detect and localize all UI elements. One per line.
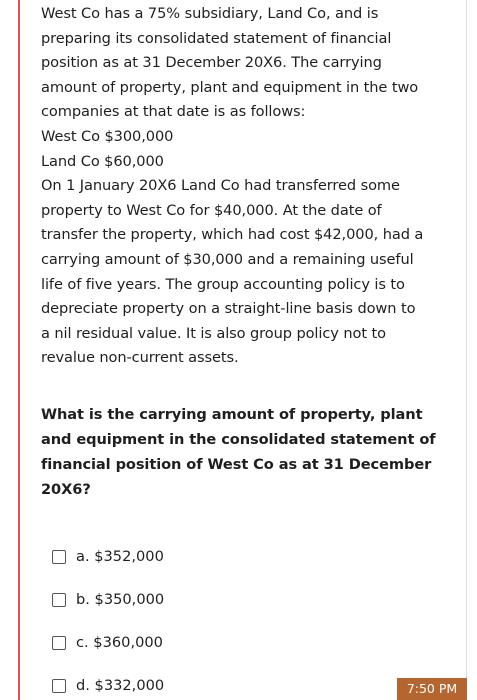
card-right-divider: [466, 0, 467, 700]
prompt-line: 20X6?: [41, 481, 91, 498]
option-d[interactable]: [52, 664, 412, 700]
question-line: revalue non-current assets.: [41, 349, 239, 367]
option-b-label: b. $350,000: [76, 591, 165, 608]
question-prompt: [41, 402, 441, 502]
question-line: carrying amount of $30,000 and a remaining useful: [41, 250, 414, 268]
question-line: preparing its consolidated statement of financial: [41, 29, 392, 47]
question-line: On 1 January 20X6 Land Co had transferred some: [41, 177, 400, 195]
question-line: position as at 31 December 20X6. The carrying: [41, 54, 382, 72]
question-line: Land Co $60,000: [41, 152, 164, 170]
question-line: a nil residual value. It is also group policy not to: [41, 324, 386, 342]
answer-options: [52, 535, 412, 700]
question-line: amount of property, plant and equipment in the two: [41, 78, 419, 96]
option-d-checkbox[interactable]: [52, 679, 66, 693]
question-line: property to West Co for $40,000. At the date of: [41, 201, 382, 219]
option-c-checkbox[interactable]: [52, 636, 66, 650]
option-b-checkbox[interactable]: [52, 593, 66, 607]
question-line: West Co $300,000: [41, 127, 174, 145]
clock-time: 7:50 PM: [397, 678, 467, 700]
option-b[interactable]: [52, 578, 412, 621]
question-line: depreciate property on a straight-line basis down to: [41, 300, 416, 318]
option-d-label: d. $332,000: [76, 677, 165, 694]
prompt-line: and equipment in the consolidated statement of: [41, 431, 436, 448]
option-c[interactable]: [52, 621, 412, 664]
question-line: companies at that date is as follows:: [41, 103, 306, 121]
option-c-label: c. $360,000: [76, 634, 163, 651]
option-a[interactable]: [52, 535, 412, 578]
option-a-label: a. $352,000: [76, 548, 164, 565]
question-line: life of five years. The group accounting policy is to: [41, 275, 405, 293]
question-line: transfer the property, which had cost $42,000, had a: [41, 226, 424, 244]
option-a-checkbox[interactable]: [52, 550, 66, 564]
prompt-line: financial position of West Co as at 31 December: [41, 456, 432, 473]
question-line: West Co has a 75% subsidiary, Land Co, and is: [41, 5, 379, 22]
question-body: [41, 2, 441, 371]
prompt-line: What is the carrying amount of property, plant: [41, 406, 423, 423]
